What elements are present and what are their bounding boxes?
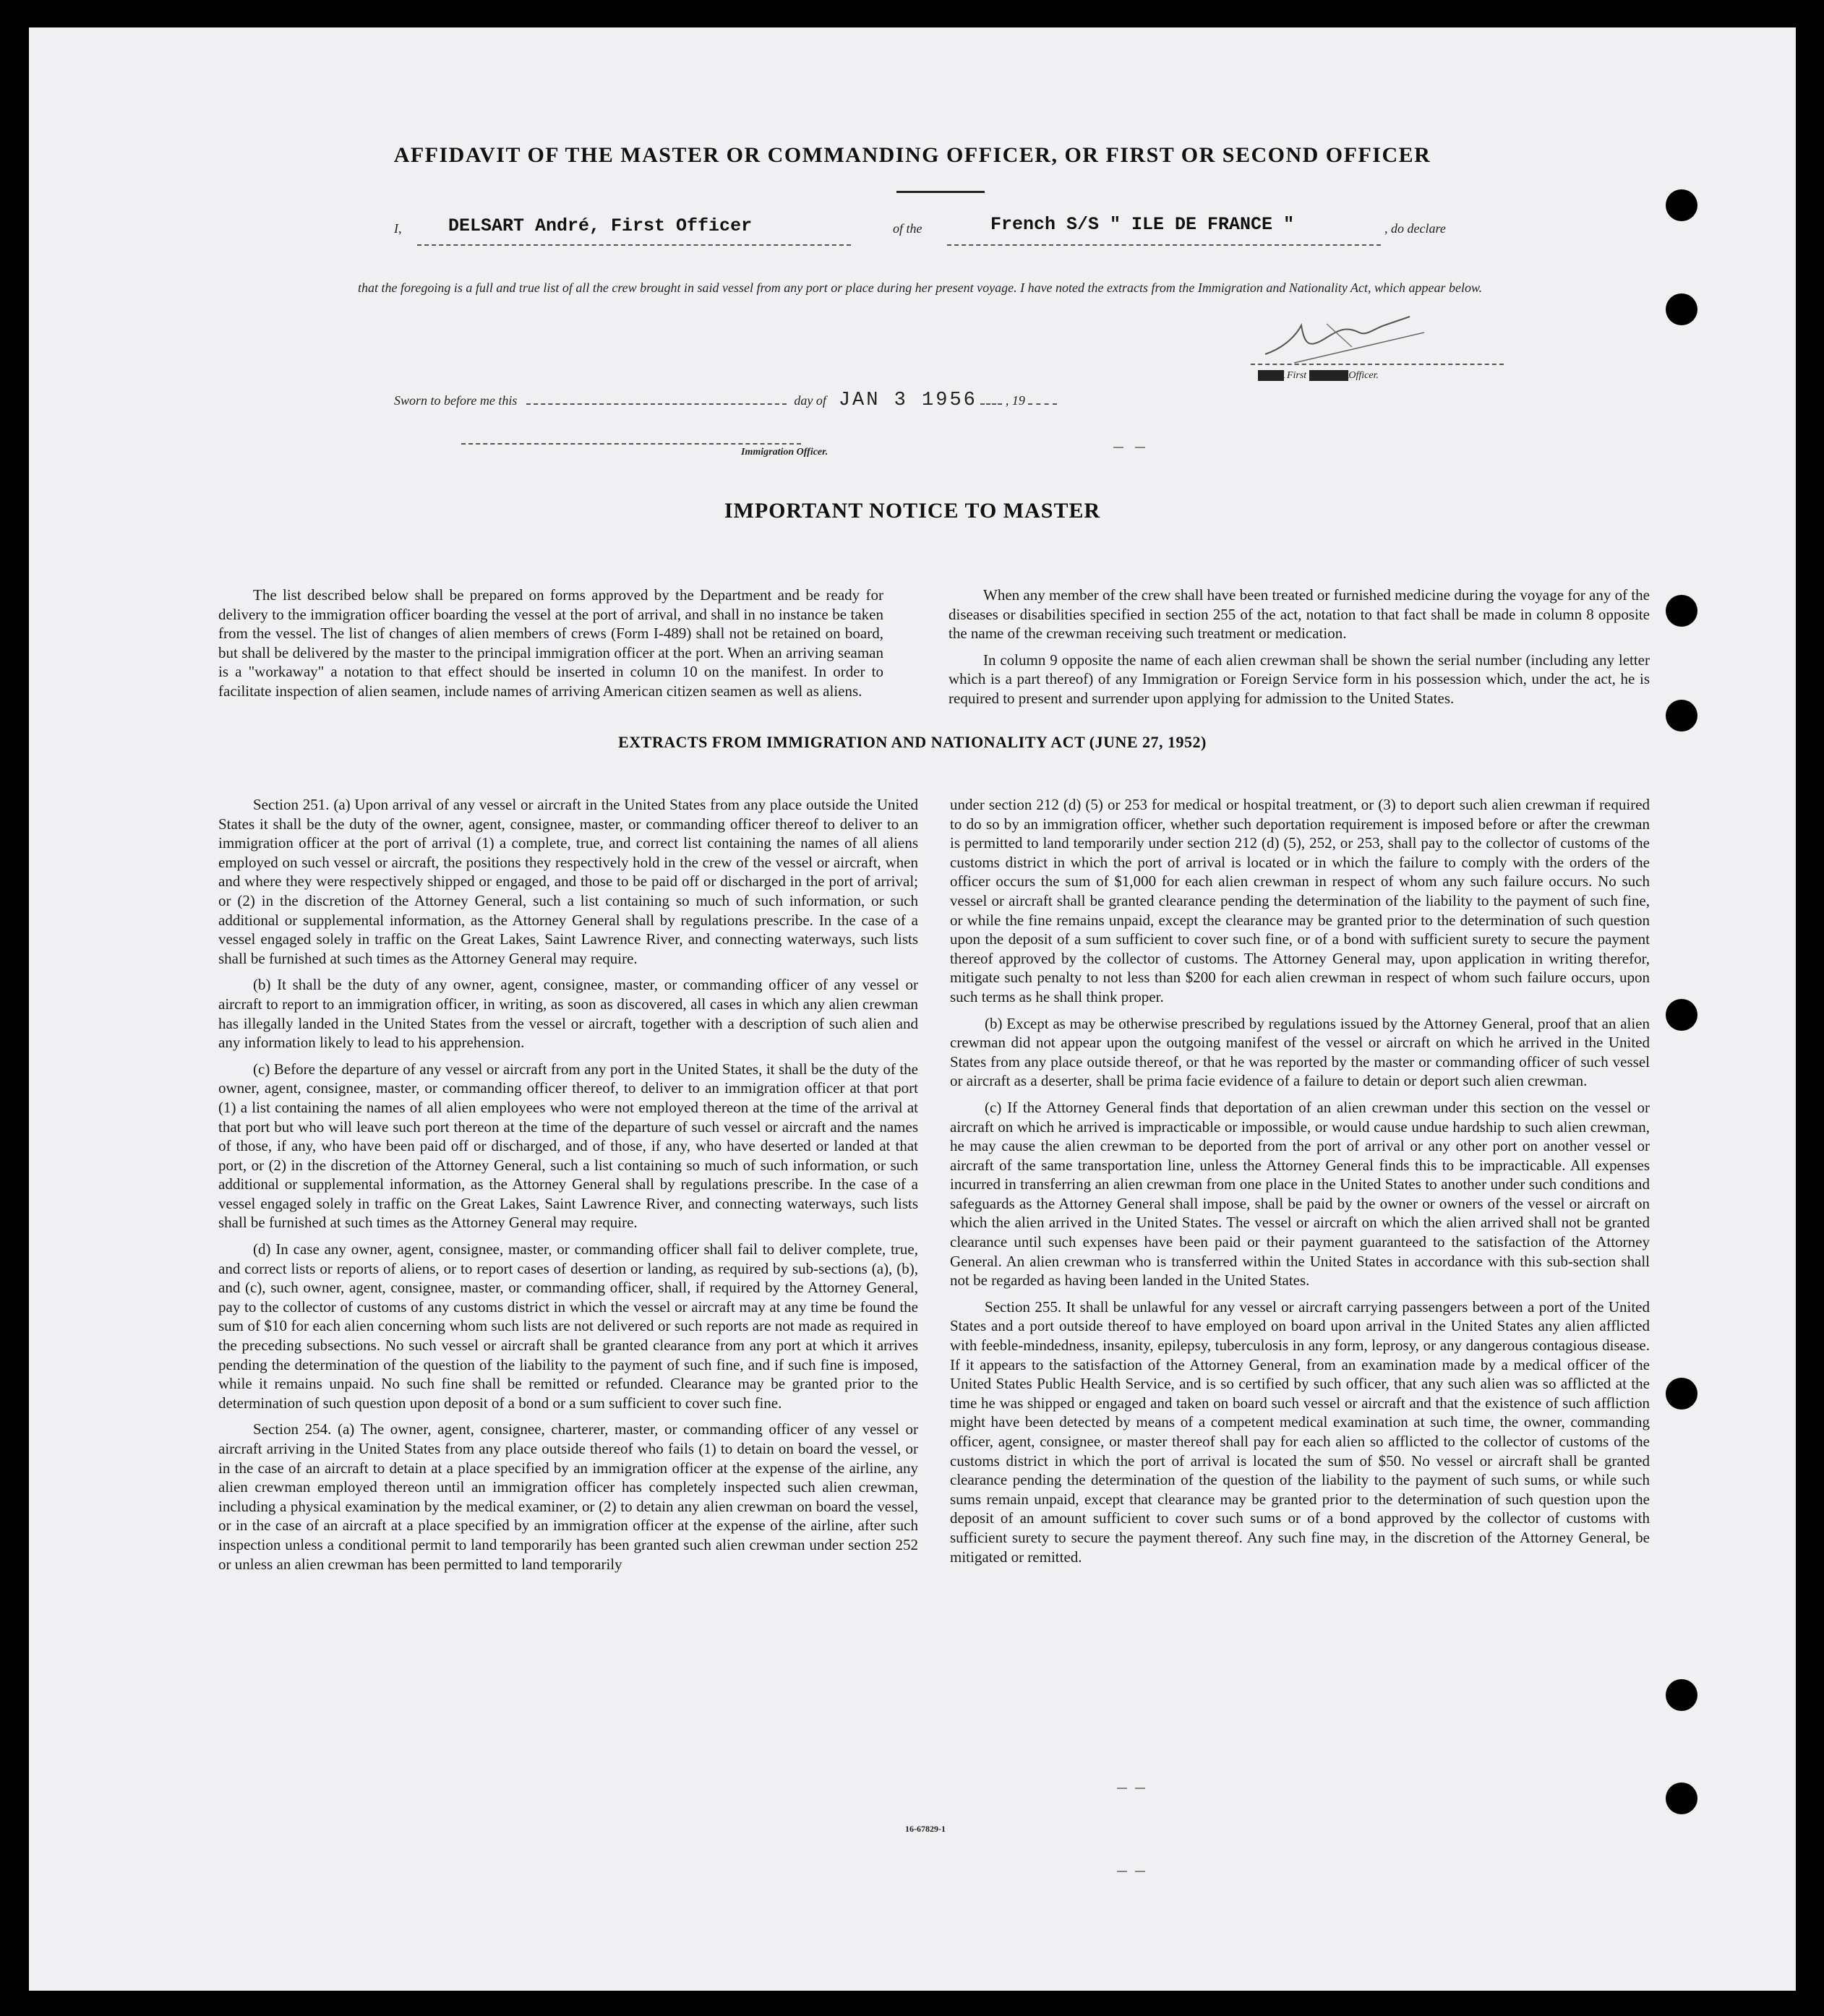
immigration-officer-caption: Immigration Officer. — [741, 447, 828, 458]
section-paragraph: Section 255. It shall be unlawful for any vessel or aircraft carrying passengers between a port of the United States and a port outside thereof to have employed on board upon arrival in the United States any alien afflicted with feeble-mindedness, insanity, epilepsy, tuberculosis in any form, leprosy, or any dangerous contagious disease. If it appears to the satisfaction of the Attorney General, from an examination made by a medical officer of the United States Public Health Service, and is so certified by such officer, that any such alien was so afflicted at the time he was shipped or engaged and taken on board such vessel or aircraft and that the existence of such affliction might have been detected by means of a competent medical examination at such time, the owner, commanding officer, agent, consignee, or master thereof shall pay for each alien so afflicted to the collector of customs of the customs district in which the port of arrival is located the sum of $50. No vessel or aircraft shall be granted clearance pending the determination of the question of the liability to the payment of such sums, or while such sums remain unpaid, except that clearance may be granted prior to the determination of such question upon the deposit of an amount sufficient to cover such sums or of a bond approved by the collector of customs with sufficient surety to secure the payment thereof. Any such fine may, in the discretion of the Attorney General, be mitigated or remitted. — [950, 1297, 1650, 1566]
sworn-label: Sworn to before me this — [394, 393, 518, 408]
section-paragraph: Section 251. (a) Upon arrival of any vessel or aircraft in the United States from any place outside the United States it shall be the duty of the owner, agent, consignee, master, or commanding officer thereof to deliver to an immigration officer at the port of arrival (1) a complete, true, and correct list containing the names of all aliens employed on such vessel or aircraft, the positions they respectively hold in the crew of the vessel or aircraft, when and where they were respectively shipped or engaged, and those to be paid off or discharged in the port of arrival; or (2) in the discretion of the Attorney General, such a list containing so much of such information, or such additional or supplemental information, as the Attorney General shall by regulations prescribe. In the case of a vessel engaged solely in traffic on the Great Lakes, Saint Lawrence River, and connecting waterways, such lists shall be furnished at such times as the Attorney General may require. — [218, 796, 918, 967]
sworn-line — [394, 389, 1057, 411]
section-paragraph: Section 254. (a) The owner, agent, consignee, charterer, master, or commanding officer of any vessel or aircraft arriving in the United States from any place outside thereof who fails (1) to detain on board the vessel, or in the case of an aircraft to detain at a place specified by an immigration officer at the expense of the airline, any alien crewman employed thereon until an immigration officer has completely inspected such alien crewman, including a physical examination by the medical examiner, or (2) to detain any alien crewman on board the vessel, or in the case of an aircraft at a place specified by an immigration officer at the expense of the airline, after such inspection unless a conditional permit to land temporarily has been granted such alien crewman under section 252 or unless an alien crewman has been permitted to land temporarily — [218, 1420, 918, 1573]
officer-name: DELSART André, First Officer — [448, 215, 753, 236]
punch-hole — [1666, 595, 1697, 627]
punch-hole — [1666, 700, 1697, 732]
notice-left-column — [218, 586, 883, 708]
do-declare-label: , do declare — [1384, 221, 1446, 236]
notice-paragraph: In column 9 opposite the name of each alien crewman shall be shown the serial number (including any letter which is a part thereof) of any Immigration or Foreign Service form in his possession which, under the act, he is required to present and surrender upon applying for admission to the United States. — [949, 651, 1650, 707]
extracts-title: EXTRACTS FROM IMMIGRATION AND NATIONALITY ACT (JUNE 27, 1952) — [618, 733, 1207, 751]
scan-mark — [1135, 1788, 1145, 1789]
struck-text: XXXXXX — [1309, 370, 1349, 381]
day-of-label: day of — [794, 393, 826, 408]
day-dotted-line — [526, 389, 787, 405]
i-label: I, — [394, 221, 402, 236]
notice-title: IMPORTANT NOTICE TO MASTER — [724, 499, 1101, 523]
scan-mark — [1117, 1788, 1127, 1789]
immigration-officer-line — [461, 443, 801, 445]
section-paragraph: (c) If the Attorney General finds that deportation of an alien crewman under this section on the vessel or aircraft on which he arrived is impracticable or impossible, or would cause undue hardship to such alien crewman, he may cause the alien crewman to be deported from the port of arrival or any other port on another vessel or aircraft of the same transportation line, unless the Attorney General finds this to be impracticable. All expenses incurred in transferring an alien crewman from one place in the United States to another under such conditions and safeguards as the Attorney General shall impose, shall be paid by the owner or owners of the vessel or aircraft on which the alien arrived in the United States. The vessel or aircraft on which the alien arrived shall not be granted clearance until such expenses have been paid or their payment guaranteed to the satisfaction of the Attorney General. An alien crewman who is transferred within the United States in accordance with this sub-section shall not be regarded as having been landed in the United States. — [950, 1098, 1650, 1290]
form-number: 16-67829-1 — [905, 1824, 946, 1834]
section-paragraph: (b) Except as may be otherwise prescribed by regulations issued by the Attorney General, proof that an alien crewman did not appear upon the outgoing manifest of the vessel or aircraft on which he arrived in the United States from any place outside thereof, or that he was reported by the master or commanding officer of such vessel or aircraft as a deserter, shall be prima facie evidence of a failure to detain or deport such alien crewman. — [950, 1014, 1650, 1090]
notice-paragraph: When any member of the crew shall have been treated or furnished medicine during the voyage for any of the diseases or disabilities specified in section 255 of the act, notation to that fact shall be made in column 8 opposite the name of the crewman receiving such treatment or medication. — [949, 586, 1650, 643]
title-rule — [896, 191, 985, 193]
officer-signature — [1258, 304, 1446, 369]
punch-hole — [1666, 1378, 1697, 1410]
section-paragraph: (d) In case any owner, agent, consignee, master, or commanding officer shall fail to deliver complete, true, and correct lists or reports of aliens, or to report cases of desertion or landing, as required by sub-sections (a), (b), and (c), such owner, agent, consignee, master, or commanding officer, shall, if required by the Attorney General, pay to the collector of customs of any customs district in which the vessel or aircraft may at any time be found the sum of $10 for each alien concerning whom such lists are not delivered or such reports are not made as required in the preceding subsections. No such vessel or aircraft shall be granted clearance from any port at which it arrives pending the determination of the question of the liability to the payment of such fine, and if such fine is imposed, while it remains unpaid. No such fine shall be remitted or refunded. Clearance may be granted prior to the determination of such question upon deposit of a bond or a sum sufficient to cover such fine. — [218, 1240, 918, 1412]
document-page — [29, 27, 1796, 1991]
punch-hole — [1666, 293, 1697, 325]
officer-caption: XXXX First XXXXXXOfficer. — [1258, 370, 1379, 381]
section-paragraph: (c) Before the departure of any vessel or aircraft from any port in the United States, it shall be the duty of the owner, agent, consignee, master, or commanding officer thereof, to deliver to an immigration officer at that port (1) a list containing the names of all alien employees who were not employed thereon at the time of the arrival at that port but who will leave such port thereon at the time of the departure of such vessel or aircraft and the names of those, if any, who have been paid off or discharged, and of those, if any, who have deserted or landed at that port, or (2) in the discretion of the Attorney General, such a list containing so much of such information, or such additional or supplemental information, as the Attorney General shall by regulations prescribe. In the case of a vessel engaged solely in traffic on the Great Lakes, Saint Lawrence River, and connecting waterways, such lists shall be furnished at such times as the Attorney General may require. — [218, 1060, 918, 1232]
struck-text: XXXX — [1258, 370, 1285, 381]
notice-paragraph: The list described below shall be prepared on forms approved by the Department and be ready for delivery to the immigration officer boarding the vessel at the port of arrival, and shall in no instance be taken from the vessel. The list of changes of alien members of crews (Form I-489) shall not be retained on board, but shall be delivered by the master to the principal immigration officer at the port. When an arriving seaman is a "workaway" a notation to that effect should be inserted in column 10 on the manifest. In order to facilitate inspection of alien seamen, include names of arriving American citizen seamen as well as aliens. — [218, 586, 883, 700]
scan-mark — [1135, 1871, 1145, 1872]
notice-right-column — [949, 586, 1650, 716]
vessel-name: French S/S " ILE DE FRANCE " — [990, 214, 1295, 235]
punch-hole — [1666, 1783, 1697, 1814]
extracts-right-column — [950, 795, 1650, 1574]
section-paragraph: under section 212 (d) (5) or 253 for medical or hospital treatment, or (3) to deport such alien crewman if required to do so by an immigration officer, whether such deportation requirement is imposed before or after the crewman is permitted to land temporarily under section 212 (d) (5), 252, or 253, shall pay to the collector of customs of the customs district in which the port of arrival is located or in which the failure to comply with the orders of the officer occurs the sum of $1,000 for each alien crewman in respect of whom any such failure occurs. No such vessel or aircraft shall be granted clearance pending the determination of the liability to the payment of such fine, or while the fine remains unpaid, except the clearance may be granted prior to the determination of such question upon the deposit of a sum sufficient to cover such fine, or of a bond with sufficient surety to secure the payment thereof approved by the collector of customs. The Attorney General may, upon application in writing therefor, mitigate such penalty to not less than $200 for each alien crewman in respect of whom such failure occurs, upon such terms as he shall think proper. — [950, 796, 1650, 1005]
section-paragraph: (b) It shall be the duty of any owner, agent, consignee, master, or commanding officer of any vessel or aircraft to report to an immigration officer, in writing, as soon as discovered, all cases in which any alien crewman has illegally landed in the United States from the vessel or aircraft, together with a description of such alien and any information likely to lead to his apprehension. — [218, 976, 918, 1052]
punch-hole — [1666, 999, 1697, 1031]
scan-mark — [1113, 447, 1123, 448]
punch-hole — [1666, 189, 1697, 221]
affidavit-title: AFFIDAVIT OF THE MASTER OR COMMANDING OFFICER, OR FIRST OR SECOND OFFICER — [393, 143, 1431, 167]
extracts-left-column — [218, 795, 918, 1581]
declaration-text: that the foregoing is a full and true list of all the crew brought in said vessel from any port or place during her present voyage. I have noted the extracts from the Immigration and Nationality Act, which appear below. — [358, 280, 1483, 295]
signature-line — [1251, 364, 1504, 365]
scan-mark — [1135, 447, 1145, 448]
year-label: , 19 — [1005, 393, 1025, 408]
of-the-label: of the — [893, 221, 922, 236]
punch-hole — [1666, 1679, 1697, 1711]
date-stamp: JAN 3 1956 — [838, 390, 977, 411]
scan-mark — [1117, 1871, 1127, 1872]
